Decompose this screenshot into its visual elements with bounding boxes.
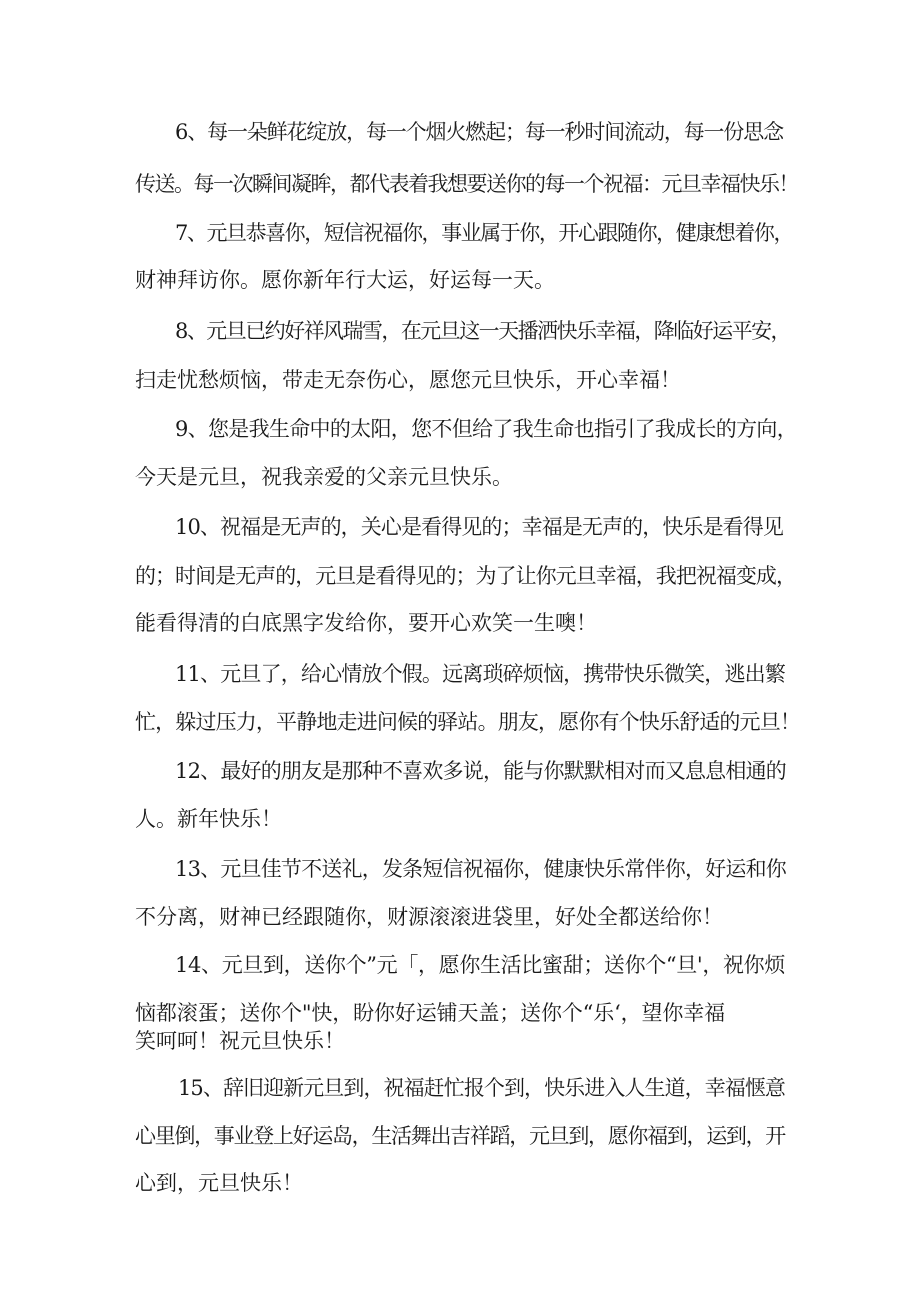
paragraph-10-line-3: 能看得清的白底黑字发给你，要开心欢笑一生噢！	[135, 611, 597, 635]
paragraph-9-line-1: 9、您是我生命中的太阳，您不但给了我生命也指引了我成长的方向，	[175, 417, 797, 441]
paragraph-15-line-1: 15、辞旧迎新元旦到，祝福赶忙报个到，快乐进入人生道，幸福惬意	[178, 1076, 785, 1100]
paragraph-8-line-2: 扫走忧愁烦恼，带走无奈伤心，愿您元旦快乐，开心幸福！	[135, 368, 681, 392]
paragraph-14-line-3: 笑呵呵！祝元旦快乐！	[135, 1029, 345, 1053]
paragraph-11-line-1: 11、元旦了，给心情放个假。远离琐碎烦恼，携带快乐微笑，逃出繁	[175, 662, 785, 686]
paragraph-14-line-1: 14、元旦到，送你个”元「，愿你生活比蜜甜；送你个“旦'，祝你烦	[175, 953, 785, 977]
paragraph-15-line-2: 心里倒，事业登上好运岛，生活舞出吉祥蹈，元旦到，愿你福到，运到，开	[135, 1124, 785, 1148]
paragraph-13-line-2: 不分离，财神已经跟随你，财源滚滚进袋里，好处全都送给你！	[135, 905, 723, 929]
paragraph-6-line-2: 传送。每一次瞬间凝眸，都代表着我想要送你的每一个祝福：元旦幸福快乐！	[135, 172, 798, 196]
paragraph-8-line-1: 8、元旦已约好祥风瑞雪，在元旦这一天播洒快乐幸福，降临好运平安，	[175, 319, 790, 343]
paragraph-13-line-1: 13、元旦佳节不送礼，发条短信祝福你，健康快乐常伴你，好运和你	[175, 857, 786, 881]
paragraph-6-line-1: 6、每一朵鲜花绽放，每一个烟火燃起；每一秒时间流动，每一份思念	[175, 120, 783, 144]
paragraph-10-line-2: 的；时间是无声的，元旦是看得见的；为了让你元旦幸福，我把祝福变成，	[135, 564, 796, 588]
paragraph-10-line-1: 10、祝福是无声的，关心是看得见的；幸福是无声的，快乐是看得见	[175, 515, 783, 539]
paragraph-12-line-1: 12、最好的朋友是那种不喜欢多说，能与你默默相对而又息息相通的	[175, 759, 786, 783]
paragraph-11-line-2: 忙，躲过压力，平静地走进问候的驿站。朋友，愿你有个快乐舒适的元旦！	[135, 710, 800, 734]
paragraph-9-line-2: 今天是元旦，祝我亲爱的父亲元旦快乐。	[135, 465, 513, 489]
paragraph-15-line-3: 心到，元旦快乐！	[135, 1171, 303, 1195]
paragraph-14-line-2: 恼都滚蛋；送你个"快，盼你好运铺天盖；送你个“乐‘，望你幸福	[135, 1001, 725, 1025]
paragraph-7-line-1: 7、元旦恭喜你，短信祝福你，事业属于你，开心跟随你，健康想着你，	[175, 221, 793, 245]
paragraph-7-line-2: 财神拜访你。愿你新年行大运，好运每一天。	[135, 268, 555, 292]
paragraph-12-line-2: 人。新年快乐！	[135, 807, 282, 831]
